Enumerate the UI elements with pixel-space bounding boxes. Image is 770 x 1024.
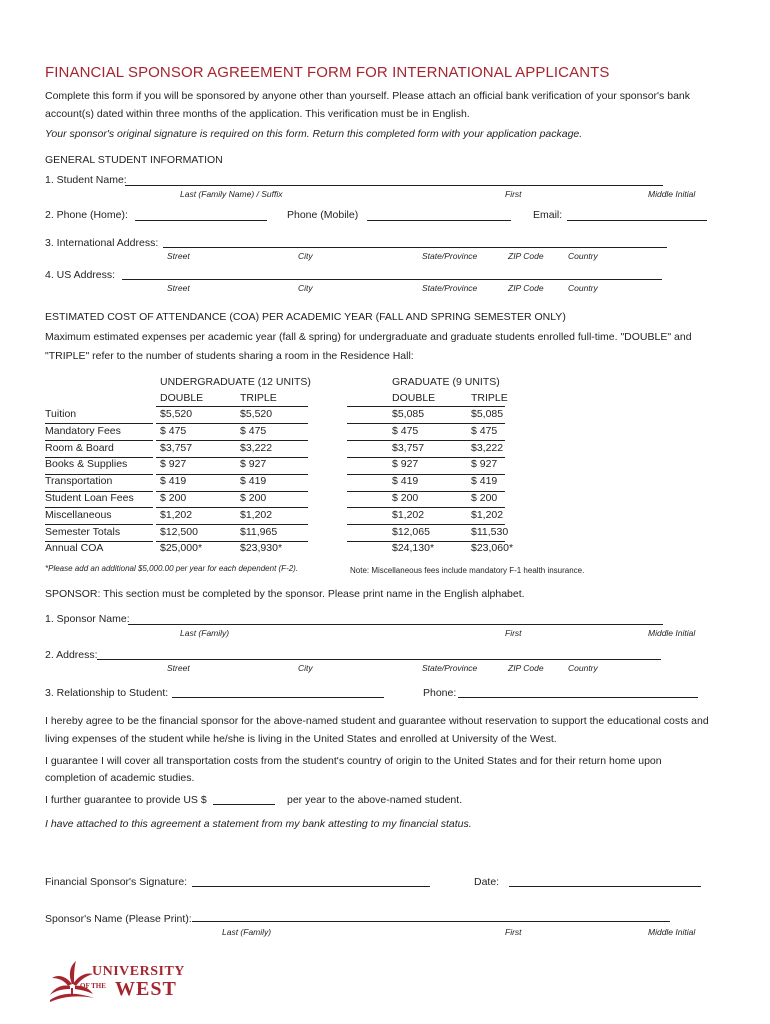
ug-header: UNDERGRADUATE (12 UNITS) [160, 376, 311, 388]
phone-mobile-label: Phone (Mobile) [287, 209, 359, 221]
email-field[interactable] [567, 220, 707, 221]
coa-cell: $ 419 [471, 475, 498, 488]
coa-cell: $ 200 [471, 492, 498, 504]
coa-cell: $ 475 [240, 424, 267, 437]
date-label: Date: [474, 876, 500, 888]
addr-sub-zip: ZIP Code [508, 663, 544, 673]
coa-heading: ESTIMATED COST OF ATTENDANCE (COA) PER ACADEMIC YEAR (FALL AND SPRING SEMESTER ONLY) [45, 311, 566, 323]
coa-cell: $24,130* [392, 542, 435, 555]
coa-row-label: Transportation [45, 475, 113, 488]
addr-sub-city: City [298, 663, 313, 673]
intro-italic: Your sponsor's original signature is required on this form. Return this completed form with your application package. [45, 128, 583, 140]
sponsor-name-field[interactable] [128, 624, 663, 625]
student-name-label: 1. Student Name: [45, 174, 127, 186]
coa-row-label: Tuition [45, 408, 77, 420]
coa-cell: $1,202 [471, 508, 504, 521]
coa-row-label: Student Loan Fees [45, 492, 134, 504]
provide-text: I further guarantee to provide US $ [45, 794, 207, 806]
grad-header: GRADUATE (9 UNITS) [392, 376, 500, 388]
coa-cell: $ 200 [240, 492, 267, 504]
addr-sub-country: Country [568, 251, 598, 261]
ug-double-header: DOUBLE [160, 392, 204, 404]
coa-cell: $ 475 [392, 424, 419, 437]
coa-cell: $3,222 [471, 441, 504, 454]
coa-cell: $11,965 [240, 525, 278, 538]
coa-cell: $3,222 [240, 441, 273, 454]
sponsor-name-sub-middle: Middle Initial [648, 628, 696, 638]
coa-description: "TRIPLE" refer to the number of students sharing a room in the Residence Hall: [45, 350, 414, 362]
amount-field[interactable] [213, 804, 275, 805]
coa-row-label: Room & Board [45, 441, 114, 454]
coa-cell: $25,000* [160, 542, 203, 555]
coa-cell: $ 475 [471, 424, 498, 437]
addr-sub-city: City [298, 283, 313, 293]
intl-address-field[interactable] [163, 247, 667, 248]
date-field[interactable] [509, 886, 701, 887]
name-sub-first: First [505, 189, 522, 199]
sponsor-address-field[interactable] [97, 659, 661, 660]
sponsor-phone-label: Phone: [423, 687, 457, 699]
grad-double-header: DOUBLE [392, 392, 436, 404]
sponsor-name-sub-last: Last (Family) [180, 628, 230, 638]
provide-text-suffix: per year to the above-named student. [287, 794, 463, 806]
addr-sub-state: State/Province [422, 663, 478, 673]
name-sub-middle: Middle Initial [648, 189, 696, 199]
coa-cell: $1,202 [160, 508, 193, 521]
coa-cell: $ 475 [160, 424, 187, 437]
coa-row-label: Miscellaneous [45, 508, 112, 521]
sponsor-name-label: 1. Sponsor Name: [45, 613, 130, 625]
coa-cell: $5,085 [471, 408, 504, 420]
addr-sub-state: State/Province [422, 283, 478, 293]
coa-cell: $ 419 [392, 475, 419, 488]
table-header-rule [156, 406, 308, 407]
addr-sub-street: Street [167, 283, 190, 293]
coa-cell: $ 927 [240, 458, 267, 471]
coa-cell: $23,930* [240, 542, 283, 555]
us-address-field[interactable] [122, 279, 662, 280]
agreement-text: I hereby agree to be the financial sponsor for the above-named student and guarantee without reservation to support the educational costs and [45, 715, 709, 727]
student-name-field[interactable] [125, 185, 663, 186]
relationship-label: 3. Relationship to Student: [45, 687, 169, 699]
coa-cell: $1,202 [392, 508, 425, 521]
email-label: Email: [533, 209, 563, 221]
phone-home-label: 2. Phone (Home): [45, 209, 128, 221]
coa-row-label: Mandatory Fees [45, 424, 121, 437]
coa-cell: $11,530 [471, 525, 509, 538]
transport-text: completion of academic studies. [45, 772, 195, 784]
bank-statement-text: I have attached to this agreement a statement from my bank attesting to my financial status. [45, 818, 472, 830]
coa-note-misc: Note: Miscellaneous fees include mandatory F-1 health insurance. [350, 566, 585, 575]
logo-university: UNIVERSITY [92, 964, 185, 979]
coa-cell: $3,757 [392, 441, 425, 454]
intl-address-label: 3. International Address: [45, 237, 159, 249]
coa-cell: $ 419 [160, 475, 187, 488]
coa-row-label: Books & Supplies [45, 458, 128, 471]
logo-of-the: OF THE [80, 982, 106, 990]
addr-sub-street: Street [167, 663, 190, 673]
name-sub-last: Last (Family Name) / Suffix [180, 189, 283, 199]
us-address-label: 4. US Address: [45, 269, 116, 281]
coa-cell: $12,065 [392, 525, 430, 538]
page-title: FINANCIAL SPONSOR AGREEMENT FORM FOR INTERNATIONAL APPLICANTS [45, 64, 610, 81]
coa-cell: $ 927 [160, 458, 187, 471]
coa-cell: $ 419 [240, 475, 267, 488]
phone-mobile-field[interactable] [367, 220, 511, 221]
print-name-sub-last: Last (Family) [222, 927, 272, 937]
coa-cell: $ 927 [471, 458, 498, 471]
print-name-label: Sponsor's Name (Please Print): [45, 913, 192, 925]
addr-sub-state: State/Province [422, 251, 478, 261]
coa-cell: $12,500 [160, 525, 198, 538]
coa-note-dependents: *Please add an additional $5,000.00 per year for each dependent (F-2). [45, 564, 299, 573]
print-name-sub-middle: Middle Initial [648, 927, 696, 937]
addr-sub-street: Street [167, 251, 190, 261]
addr-sub-country: Country [568, 283, 598, 293]
coa-cell: $1,202 [240, 508, 273, 521]
addr-sub-city: City [298, 251, 313, 261]
relationship-field[interactable] [172, 697, 384, 698]
coa-cell: $ 200 [392, 492, 419, 504]
general-heading: GENERAL STUDENT INFORMATION [45, 154, 223, 166]
coa-cell: $3,757 [160, 441, 193, 454]
signature-field[interactable] [192, 886, 430, 887]
logo-west: WEST [115, 978, 177, 1000]
addr-sub-zip: ZIP Code [508, 283, 544, 293]
ug-triple-header: TRIPLE [240, 392, 277, 404]
transport-text: I guarantee I will cover all transportation costs from the student's country of origin to the United States and for their return home upon [45, 755, 662, 767]
intro-text: Complete this form if you will be sponsored by anyone other than yourself. Please attach an official bank verification of your sponsor's bank [45, 90, 690, 102]
phone-home-field[interactable] [135, 220, 267, 221]
addr-sub-zip: ZIP Code [508, 251, 544, 261]
addr-sub-country: Country [568, 663, 598, 673]
print-name-field[interactable] [192, 921, 670, 922]
table-header-rule [347, 406, 505, 407]
sponsor-heading: SPONSOR: This section must be completed by the sponsor. Please print name in the English alphabet. [45, 588, 525, 600]
intro-text: account(s) dated within three months of the application. This verification must be in English. [45, 108, 470, 120]
coa-cell: $ 927 [392, 458, 419, 471]
sponsor-address-label: 2. Address: [45, 649, 98, 661]
coa-row-label: Semester Totals [45, 525, 121, 538]
signature-label: Financial Sponsor's Signature: [45, 876, 188, 888]
coa-cell: $5,520 [160, 408, 193, 420]
coa-cell: $ 200 [160, 492, 187, 504]
coa-description: Maximum estimated expenses per academic year (fall & spring) for undergraduate and graduate students enrolled full-time. "DOUBLE" and [45, 331, 692, 343]
print-name-sub-first: First [505, 927, 522, 937]
coa-row-label: Annual COA [45, 542, 104, 555]
coa-cell: $5,085 [392, 408, 425, 420]
agreement-text: living expenses of the student while he/she is living in the United States and enrolled at University of the West. [45, 733, 557, 745]
coa-cell: $5,520 [240, 408, 273, 420]
grad-triple-header: TRIPLE [471, 392, 508, 404]
sponsor-name-sub-first: First [505, 628, 522, 638]
sponsor-phone-field[interactable] [458, 697, 698, 698]
coa-cell: $23,060* [471, 542, 514, 555]
